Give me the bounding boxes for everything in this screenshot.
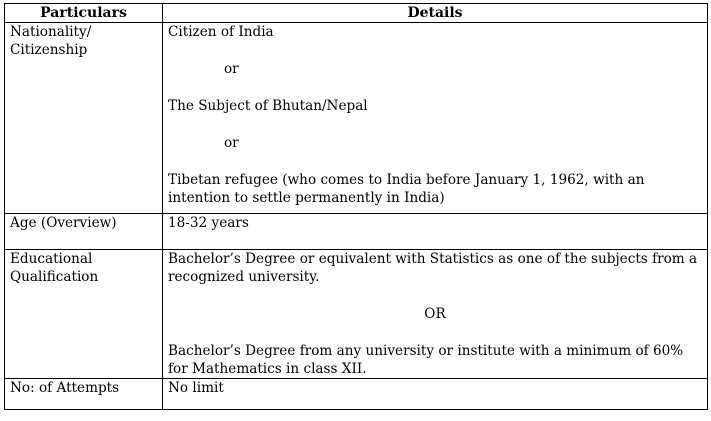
age-value: 18-32 years [163,214,708,250]
table-row-attempts [5,379,708,410]
table-row-nationality [5,23,708,214]
education-details [163,250,708,379]
nationality-option-bhutan-nepal: The Subject of Bhutan/Nepal [168,98,368,114]
eligibility-table [4,3,708,410]
attempts-value: No limit [163,379,708,410]
or-separator: or [224,135,239,151]
table-row-age [5,214,708,250]
nationality-option-tibetan: Tibetan refugee (who comes to India before January 1, 1962, with an intention to settle permanently in India) [168,172,645,206]
or-separator: or [224,61,239,77]
or-separator: OR [424,306,446,322]
nationality-details [163,23,708,214]
nationality-option-india: Citizen of India [168,24,274,40]
education-option-mathematics: Bachelor’s Degree from any university or institute with a minimum of 60% for Mathematics in class XII. [168,343,684,377]
header-details: Details [163,4,708,23]
table-header-row [5,4,708,23]
age-label: Age (Overview) [5,214,163,250]
table-row-education [5,250,708,379]
nationality-label: Nationality/ Citizenship [5,23,163,214]
education-option-statistics: Bachelor’s Degree or equivalent with Statistics as one of the subjects from a recognized university. [168,251,698,285]
attempts-label: No: of Attempts [5,379,163,410]
header-particulars: Particulars [5,4,163,23]
education-label: Educational Qualification [5,250,163,379]
